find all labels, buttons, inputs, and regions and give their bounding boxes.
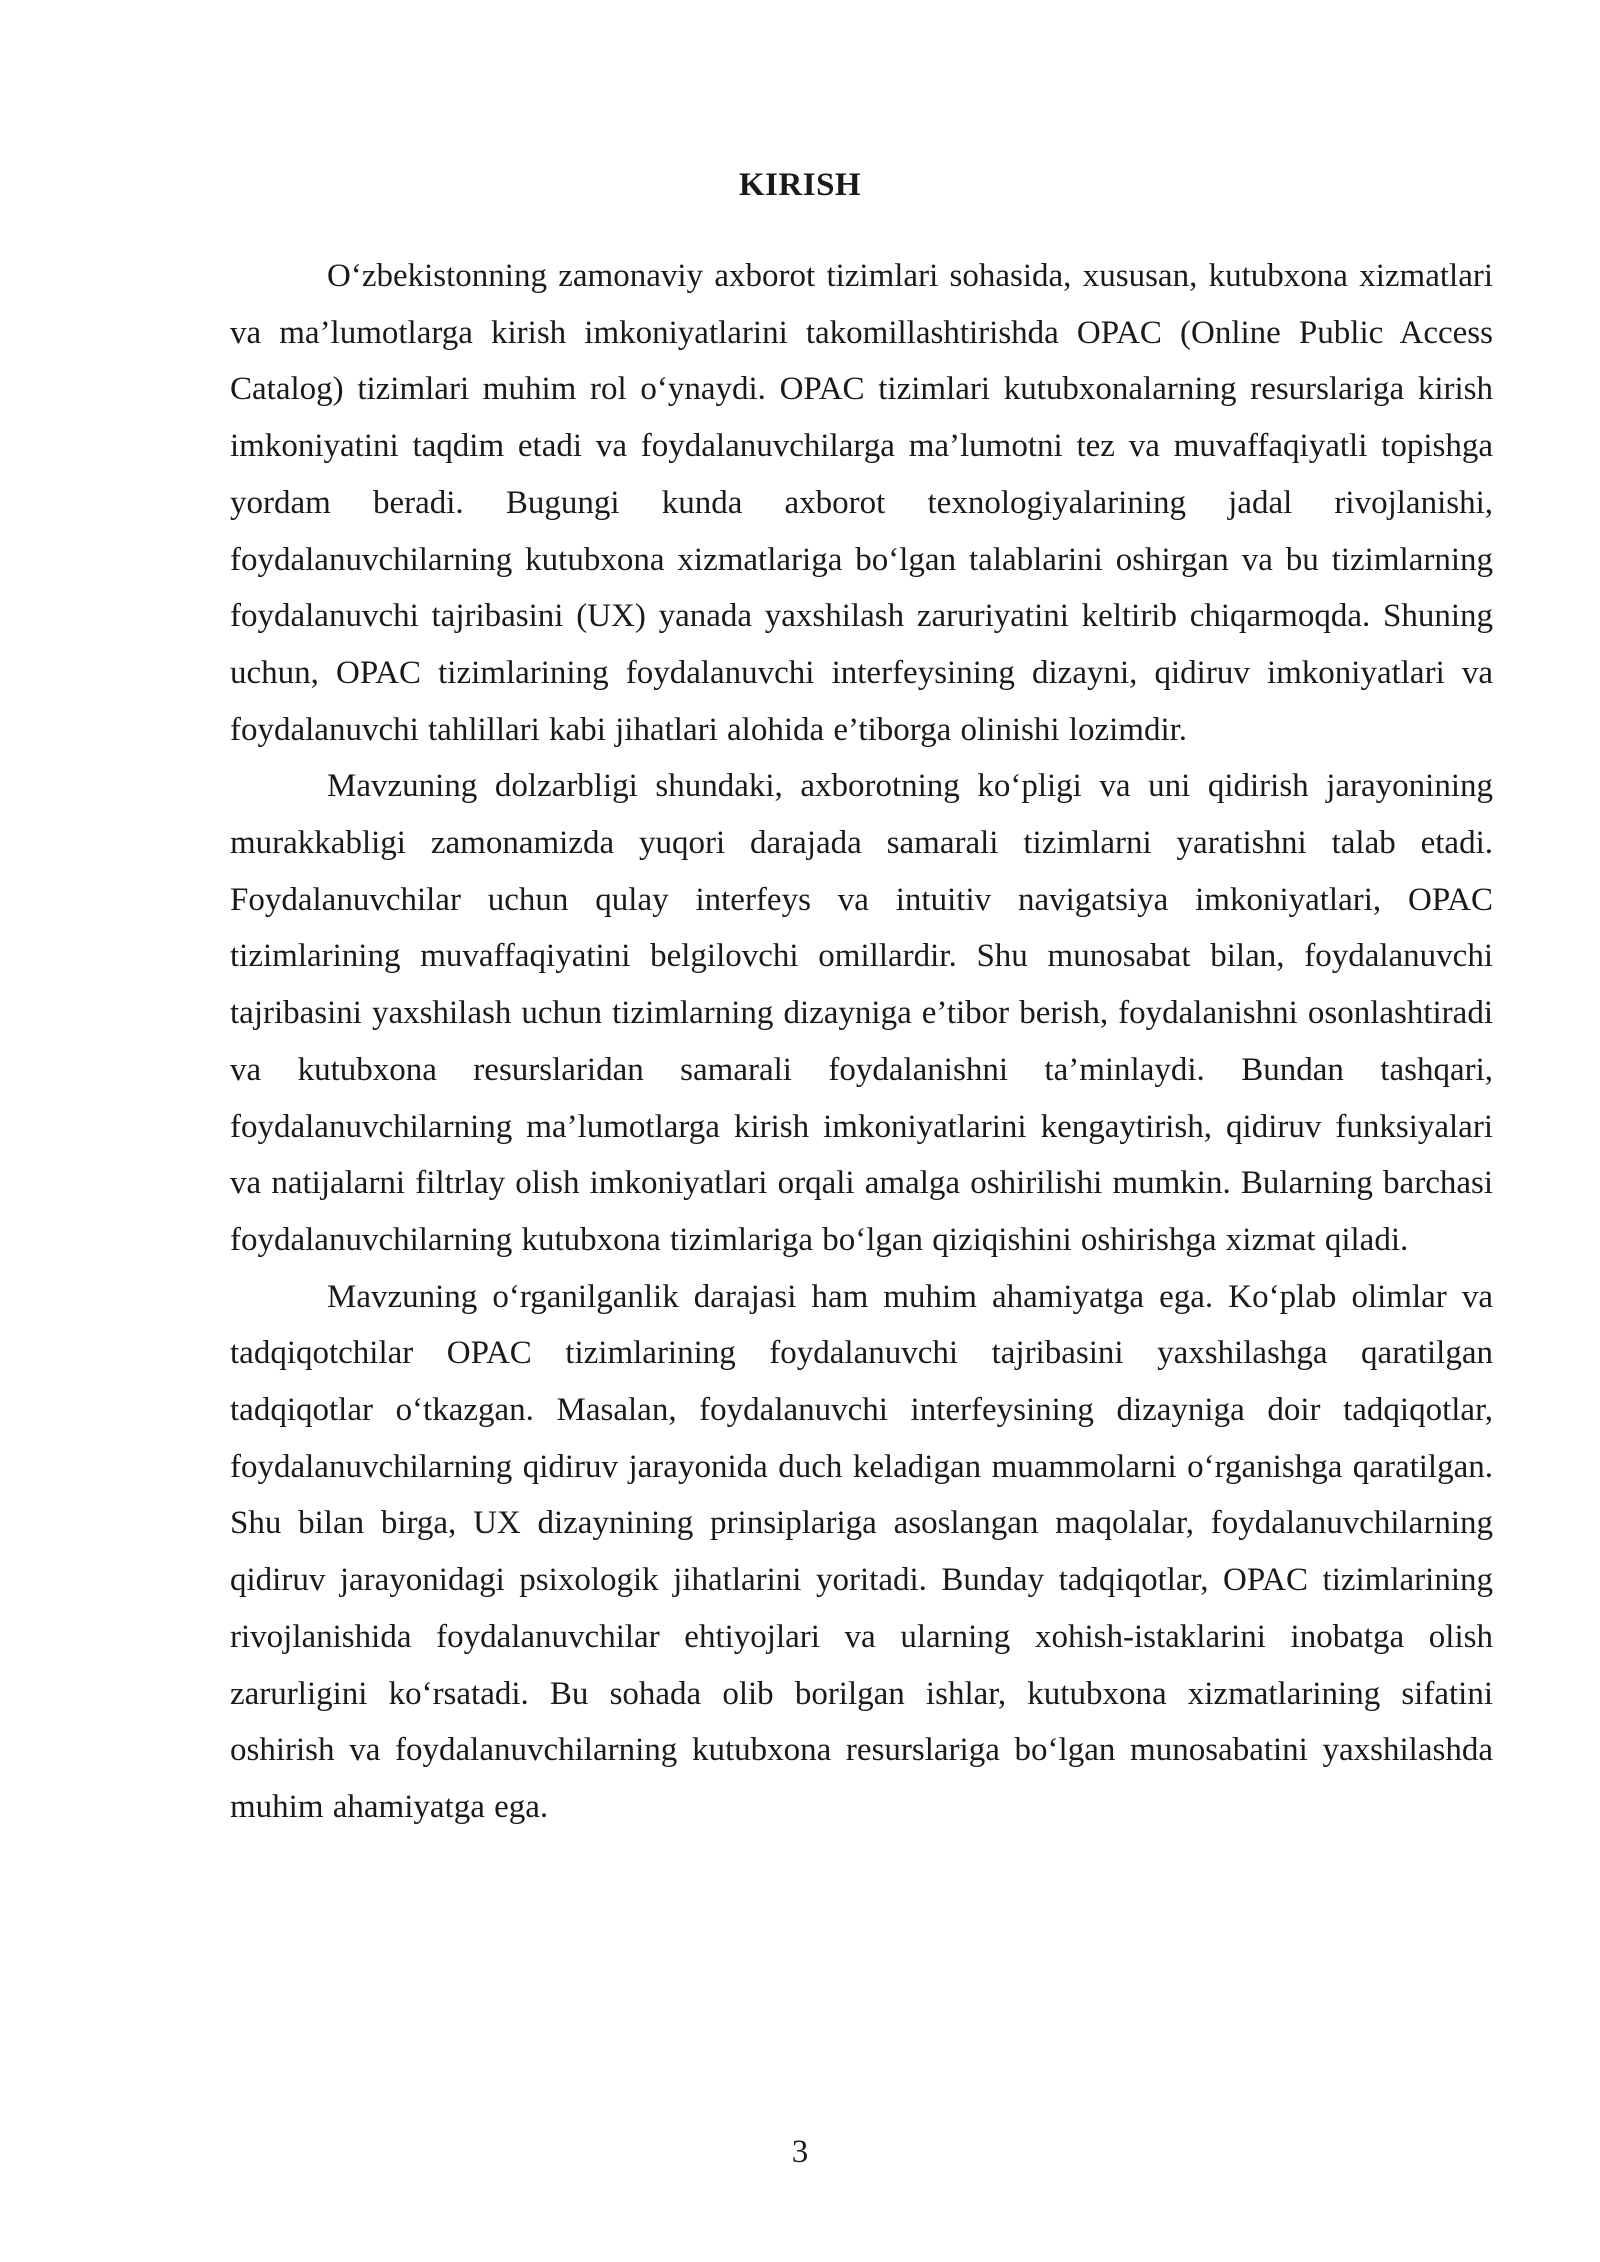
- section-heading: KIRISH: [738, 167, 862, 203]
- page-number: 3: [791, 2134, 809, 2170]
- paragraph-research-level: Mavzuning o‘rganilganlik darajasi ham muhim ahamiyatga ega. Ko‘plab olimlar va tadqiqotchilar OPAC tizimlarining foydalanuvchi tajribasini yaxshilashga qaratilgan tadqiqotlar o‘tkazgan. Masalan, foydalanuvchi interfeysining dizayniga doir tadqiqotlar, foydalanuvchilarning qidiruv jarayonida duch keladigan muammolarni o‘rganishga qaratilgan. Shu bilan birga, UX dizaynining prinsiplariga asoslangan maqolalar, foydalanuvchilarning qidiruv jarayonidagi psixologik jihatlarini yoritadi. Bunday tadqiqotlar, OPAC tizimlarining rivojlanishida foydalanuvchilar ehtiyojlari va ularning xohish-istaklarini inobatga olish zarurligini ko‘rsatadi. Bu sohada olib borilgan ishlar, kutubxona xizmatlarining sifatini oshirish va foydalanuvchilarning kutubxona resurslariga bo‘lgan munosabatini yaxshilashda muhim ahamiyatga ega.: [230, 1278, 1493, 1825]
- body-text: [230, 248, 1493, 1836]
- paragraph-relevance: Mavzuning dolzarbligi shundaki, axborotning ko‘pligi va uni qidirish jarayonining murakkabligi zamonamizda yuqori darajada samarali tizimlarni yaratishni talab etadi. Foydalanuvchilar uchun qulay interfeys va intuitiv navigatsiya imkoniyatlari, OPAC tizimlarining muvaffaqiyatini belgilovchi omillardir. Shu munosabat bilan, foydalanuvchi tajribasini yaxshilash uchun tizimlarning dizayniga e’tibor berish, foydalanishni osonlashtiradi va kutubxona resurslaridan samarali foydalanishni ta’minlaydi. Bundan tashqari, foydalanuvchilarning ma’lumotlarga kirish imkoniyatlarini kengaytirish, qidiruv funksiyalari va natijalarni filtrlay olish imkoniyatlari orqali amalga oshirilishi mumkin. Bularning barchasi foydalanuvchilarning kutubxona tizimlariga bo‘lgan qiziqishini oshirishga xizmat qiladi.: [230, 768, 1493, 1258]
- paragraph-intro: O‘zbekistonning zamonaviy axborot tizimlari sohasida, xususan, kutubxona xizmatlari va ma’lumotlarga kirish imkoniyatlarini takomillashtirishda OPAC (Online Public Access Catalog) tizimlari muhim rol o‘ynaydi. OPAC tizimlari kutubxonalarning resurslariga kirish imkoniyatini taqdim etadi va foydalanuvchilarga ma’lumotni tez va muvaffaqiyatli topishga yordam beradi. Bugungi kunda axborot texnologiyalarining jadal rivojlanishi, foydalanuvchilarning kutubxona xizmatlariga bo‘lgan talablarini oshirgan va bu tizimlarning foydalanuvchi tajribasini (UX) yanada yaxshilash zaruriyatini keltirib chiqarmoqda. Shuning uchun, OPAC tizimlarining foydalanuvchi interfeysining dizayni, qidiruv imkoniyatlari va foydalanuvchi tahlillari kabi jihatlari alohida e’tiborga olinishi lozimdir.: [230, 258, 1493, 748]
